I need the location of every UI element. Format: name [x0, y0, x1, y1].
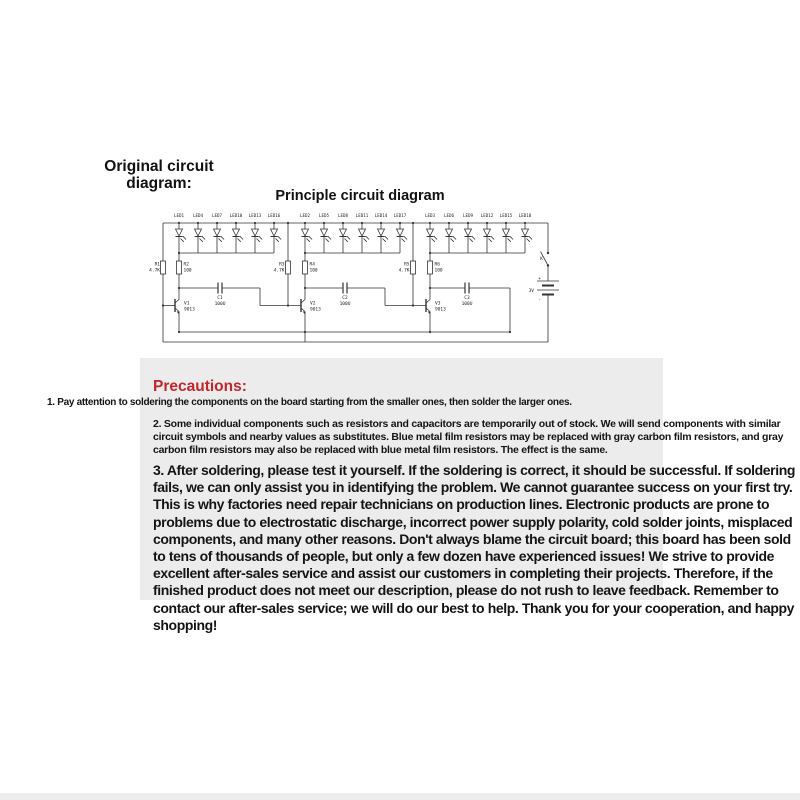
resistor-r6 — [428, 261, 433, 274]
capacitor-c1 — [218, 283, 222, 294]
led-label: LED7 — [211, 213, 223, 218]
capacitor-value: 100U — [461, 302, 473, 307]
led-labels — [174, 213, 532, 218]
transistor-value: 9013 — [184, 307, 195, 313]
resistor-label: R4 — [309, 262, 315, 268]
transistor-value: 9013 — [310, 307, 321, 313]
precaution-item-1: 1. Pay attention to soldering the components on the board starting from the smaller ones, then solder the larger ones. — [47, 397, 572, 408]
precaution-item-2: 2. Some individual components such as resistors and capacitors are temporarily out of stock. We will send components with similar circuit symbols and nearby values as substitutes. Blue metal film resistors may be replaced with gray carbon film resistors, and gray carbon film resistors may also be replaced with blue metal film resistors. The effect is the same. — [153, 418, 784, 456]
led-label: LED1 — [173, 213, 185, 218]
transistor-label: V2 — [310, 301, 316, 307]
capacitor-value: 100U — [214, 302, 226, 307]
transistor-label: V1 — [184, 301, 190, 307]
precautions-heading: Precautions: — [153, 378, 247, 395]
resistor-r1 — [161, 261, 166, 274]
led-label: LED13 — [248, 213, 262, 218]
led-label: LED2 — [299, 213, 311, 218]
resistor-label: R5 — [404, 262, 410, 268]
circuit-diagram — [150, 200, 570, 350]
resistor-r2 — [177, 261, 182, 274]
resistor-r3 — [286, 261, 291, 274]
resistor-r5 — [411, 261, 416, 274]
capacitor-label: C3 — [464, 296, 470, 301]
resistor-value: 100 — [309, 268, 318, 274]
led-label: LED15 — [499, 213, 513, 218]
resistor-label: R2 — [183, 262, 189, 268]
resistor-value: 100 — [183, 268, 192, 274]
switch-symbol — [541, 252, 550, 282]
battery-symbol — [537, 281, 559, 295]
capacitor-c2 — [343, 283, 347, 294]
component-labels — [149, 256, 543, 313]
original-circuit-title: Original circuit diagram: — [104, 158, 214, 192]
led-label: LED14 — [374, 213, 388, 218]
capacitor-c3 — [465, 283, 469, 294]
led-label: LED18 — [518, 213, 532, 218]
junction-dots — [162, 222, 511, 333]
resistor-label: R1 — [154, 262, 160, 268]
resistor-label: R3 — [279, 262, 285, 268]
transistor-value: 9013 — [435, 307, 446, 313]
capacitor-label: C1 — [217, 296, 223, 301]
led-label: LED5 — [318, 213, 330, 218]
resistor-value: 4.7K — [398, 268, 410, 274]
resistor-value: 100 — [434, 268, 443, 274]
capacitor-label: C2 — [342, 296, 348, 301]
resistor-label: R6 — [434, 262, 440, 268]
principle-circuit-title: Principle circuit diagram — [275, 188, 445, 204]
resistor-value: 4.7K — [149, 268, 160, 274]
led-label: LED11 — [355, 213, 369, 218]
battery-plus-label: + — [538, 276, 541, 282]
capacitor-value: 100U — [339, 302, 351, 307]
led-label: LED10 — [229, 213, 243, 218]
resistor-r4 — [303, 261, 308, 274]
led-label: LED3 — [424, 213, 436, 218]
battery-minus-label: - — [538, 298, 541, 303]
resistor-value: 4.7K — [273, 268, 285, 274]
led-label: LED6 — [443, 213, 455, 218]
led-label: LED4 — [192, 213, 204, 218]
precaution-item-3: 3. After soldering, please test it yourself. If the soldering is correct, it should be successful. If soldering fails, we can only assist you in identifying the problem. We cannot guarantee success on your first try. This is why factories need repair technicians on production lines. Electronic products are prone to problems due to electrostatic discharge, incorrect power supply polarity, cold solder joints, misplaced components, and many other reasons. Don't always blame the circuit board; this board has been sold to tens of thousands of people, but only a few dozen have experienced issues! We strive to provide excellent after-sales service and assist our customers in completing their projects. Therefore, if the finished product does not meet our description, please do not rush to leave feedback. Remember to contact our after-sales service; we will do our best to help. Thank you for your cooperation, and happy shopping! — [153, 462, 796, 633]
switch-label: K — [540, 257, 543, 262]
led-label: LED12 — [480, 213, 494, 218]
led-label: LED9 — [462, 213, 474, 218]
circuit-wiring — [161, 222, 560, 342]
bottom-divider — [0, 793, 800, 800]
led-label: LED8 — [337, 213, 349, 218]
led-label: LED17 — [393, 213, 407, 218]
led-label: LED16 — [267, 213, 281, 218]
battery-voltage-label: 3V — [528, 289, 534, 294]
transistor-label: V3 — [435, 301, 441, 307]
